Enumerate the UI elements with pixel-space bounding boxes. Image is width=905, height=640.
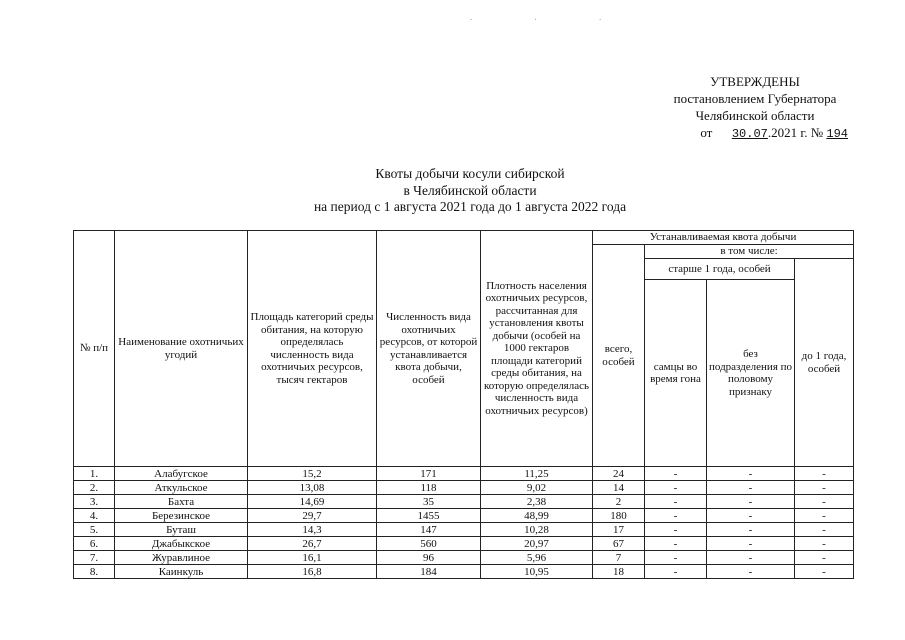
table-row <box>74 509 854 523</box>
cell-under1: - <box>795 523 854 537</box>
header-area: Площадь категорий среды обитания, на которую определялась численность вида охотничьих ресурсов, тысяч гектаров <box>248 231 377 467</box>
header-quota-group: Устанавливаемая квота добычи <box>593 231 854 245</box>
cell-under1: - <box>795 495 854 509</box>
cell-total: 2 <box>593 495 645 509</box>
cell-name: Березинское <box>115 509 248 523</box>
cell-area: 15,2 <box>248 467 377 481</box>
cell-density: 10,28 <box>481 523 593 537</box>
cell-total: 7 <box>593 551 645 565</box>
title-line-3: на период с 1 августа 2021 года до 1 августа 2022 года <box>313 199 627 214</box>
cell-count: 35 <box>377 495 481 509</box>
cell-num: 8. <box>74 565 115 579</box>
cell-density: 11,25 <box>481 467 593 481</box>
approval-date: 30.07 <box>731 127 768 141</box>
table-body <box>74 467 854 579</box>
cell-count: 147 <box>377 523 481 537</box>
cell-area: 13,08 <box>248 481 377 495</box>
header-name: Наименование охотничьих угодий <box>115 231 248 467</box>
approval-block <box>640 73 870 143</box>
header-num: № п/п <box>74 231 115 467</box>
cell-name: Бахта <box>115 495 248 509</box>
cell-num: 2. <box>74 481 115 495</box>
cell-total: 18 <box>593 565 645 579</box>
cell-num: 6. <box>74 537 115 551</box>
approval-number: 194 <box>826 127 848 141</box>
cell-area: 16,1 <box>248 551 377 565</box>
cell-males: - <box>645 495 707 509</box>
cell-num: 5. <box>74 523 115 537</box>
cell-num: 3. <box>74 495 115 509</box>
cell-total: 14 <box>593 481 645 495</box>
header-density: Плотность населения охотничьих ресурсов, рассчитанная для установления квоты добычи (особей на 1000 гектаров площади категорий среды обитания, на которую определялась численность вида охотничьих ресурсов) <box>481 231 593 467</box>
cell-no-sex: - <box>707 551 795 565</box>
cell-total: 67 <box>593 537 645 551</box>
cell-males: - <box>645 565 707 579</box>
cell-density: 5,96 <box>481 551 593 565</box>
cell-name: Буташ <box>115 523 248 537</box>
cell-num: 1. <box>74 467 115 481</box>
cell-under1: - <box>795 481 854 495</box>
title-line-1: Квоты добычи косули сибирской <box>375 166 565 181</box>
cell-under1: - <box>795 467 854 481</box>
table-row <box>74 565 854 579</box>
quota-table <box>73 230 854 579</box>
cell-males: - <box>645 537 707 551</box>
cell-males: - <box>645 523 707 537</box>
header-under1: до 1 года, особей <box>795 259 854 467</box>
header-older: старше 1 года, особей <box>645 259 795 280</box>
cell-no-sex: - <box>707 565 795 579</box>
table-row <box>74 495 854 509</box>
header-count: Численность вида охотничьих ресурсов, от которой устанавливается квота добычи, особей <box>377 231 481 467</box>
approval-date-line <box>640 124 870 143</box>
cell-count: 118 <box>377 481 481 495</box>
cell-males: - <box>645 509 707 523</box>
cell-density: 9,02 <box>481 481 593 495</box>
cell-males: - <box>645 481 707 495</box>
title-line-2: в Челябинской области <box>403 182 537 198</box>
cell-under1: - <box>795 551 854 565</box>
cell-name: Джабыкское <box>115 537 248 551</box>
cell-no-sex: - <box>707 523 795 537</box>
cell-count: 171 <box>377 467 481 481</box>
header-no-sex: без подразделения по половому признаку <box>707 280 795 467</box>
cell-total: 24 <box>593 467 645 481</box>
cell-total: 17 <box>593 523 645 537</box>
table-row <box>74 481 854 495</box>
table-row <box>74 523 854 537</box>
cell-num: 4. <box>74 509 115 523</box>
approval-heading: УТВЕРЖДЕНЫ <box>710 74 800 89</box>
header-males: самцы во время гона <box>645 280 707 467</box>
year-suffix: .2021 г. № <box>767 125 824 140</box>
cell-name: Алабугское <box>115 467 248 481</box>
cell-density: 2,38 <box>481 495 593 509</box>
from-label: от <box>700 125 713 140</box>
document-title <box>240 166 700 216</box>
cell-total: 180 <box>593 509 645 523</box>
cell-under1: - <box>795 537 854 551</box>
cell-count: 96 <box>377 551 481 565</box>
cell-name: Журавлиное <box>115 551 248 565</box>
cell-males: - <box>645 551 707 565</box>
cell-no-sex: - <box>707 509 795 523</box>
approval-line-2: Челябинской области <box>695 108 815 123</box>
cell-area: 14,3 <box>248 523 377 537</box>
cell-no-sex: - <box>707 537 795 551</box>
cell-under1: - <box>795 509 854 523</box>
table-row <box>74 467 854 481</box>
cell-area: 16,8 <box>248 565 377 579</box>
header-including: в том числе: <box>645 245 854 259</box>
table-row <box>74 551 854 565</box>
cell-count: 184 <box>377 565 481 579</box>
cell-count: 560 <box>377 537 481 551</box>
approval-line-1: постановлением Губернатора <box>673 91 837 106</box>
cell-no-sex: - <box>707 481 795 495</box>
cell-area: 29,7 <box>248 509 377 523</box>
header-total: всего, особей <box>593 245 645 467</box>
cell-count: 1455 <box>377 509 481 523</box>
cell-density: 20,97 <box>481 537 593 551</box>
cell-no-sex: - <box>707 495 795 509</box>
cell-males: - <box>645 467 707 481</box>
cell-num: 7. <box>74 551 115 565</box>
cell-no-sex: - <box>707 467 795 481</box>
cell-name: Аткульское <box>115 481 248 495</box>
scan-specks: . . . <box>470 12 632 22</box>
cell-density: 48,99 <box>481 509 593 523</box>
cell-density: 10,95 <box>481 565 593 579</box>
cell-name: Каинкуль <box>115 565 248 579</box>
table-row <box>74 537 854 551</box>
cell-under1: - <box>795 565 854 579</box>
cell-area: 14,69 <box>248 495 377 509</box>
cell-area: 26,7 <box>248 537 377 551</box>
